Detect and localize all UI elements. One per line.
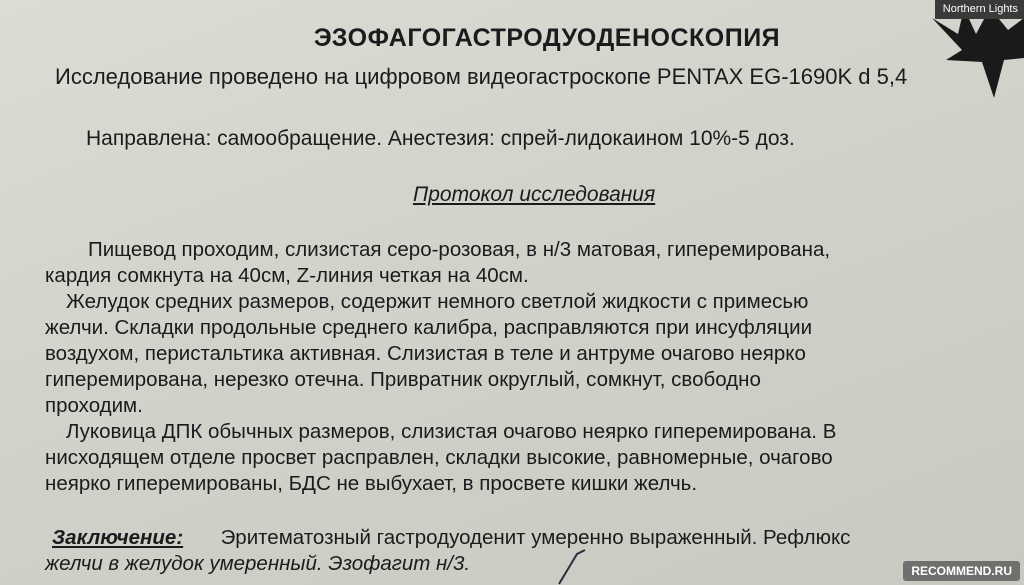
paragraph-1-line-1: Пищевод проходим, слизистая серо-розовая, в н/3 матовая, гиперемирована, xyxy=(88,238,831,261)
watermark-bottom: RECOMMEND.RU xyxy=(903,561,1020,581)
paragraph-2-line-4: гиперемирована, нерезко отечна. Привратник округлый, сомкнут, свободно xyxy=(45,368,761,391)
conclusion-text-1: Эритематозный гастродуоденит умеренно выраженный. Рефлюкс xyxy=(220,526,851,549)
direction-line: Направлена: самообращение. Анестезия: спрей-лидокаином 10%-5 доз. xyxy=(86,127,795,150)
watermark-top: Northern Lights xyxy=(935,0,1024,19)
paragraph-2-line-1: Желудок средних размеров, содержит немного светлой жидкости с примесью xyxy=(66,290,809,313)
paragraph-2-line-3: воздухом, перистальтика активная. Слизистая в теле и антруме очагово неярко xyxy=(45,342,806,365)
pen-mark xyxy=(555,548,595,585)
conclusion-label: Заключение: xyxy=(52,526,184,549)
paragraph-2-line-5: проходим. xyxy=(45,394,143,417)
document-title: ЭЗОФАГОГАСТРОДУОДЕНОСКОПИЯ xyxy=(313,24,781,52)
conclusion-line-2: желчи в желудок умеренный. Эзофагит н/3. xyxy=(45,552,471,575)
device-line: Исследование проведено на цифровом видеогастроскопе PENTAX EG-1690K d 5,4 xyxy=(55,64,908,89)
paragraph-3-line-2: нисходящем отделе просвет расправлен, складки высокие, равномерные, очагово xyxy=(45,446,833,469)
paragraph-3-line-3: неярко гиперемированы, БДС не выбухает, в просвете кишки желчь. xyxy=(45,472,698,495)
protocol-heading: Протокол исследования xyxy=(413,183,656,206)
paragraph-1-line-2: кардия сомкнута на 40см, Z-линия четкая на 40см. xyxy=(45,264,529,287)
paragraph-2-line-2: желчи. Складки продольные среднего калибра, расправляются при инсуфляции xyxy=(45,316,813,339)
paragraph-3-line-1: Луковица ДПК обычных размеров, слизистая очагово неярко гиперемирована. В xyxy=(66,420,837,443)
conclusion-line-1 xyxy=(52,526,850,550)
